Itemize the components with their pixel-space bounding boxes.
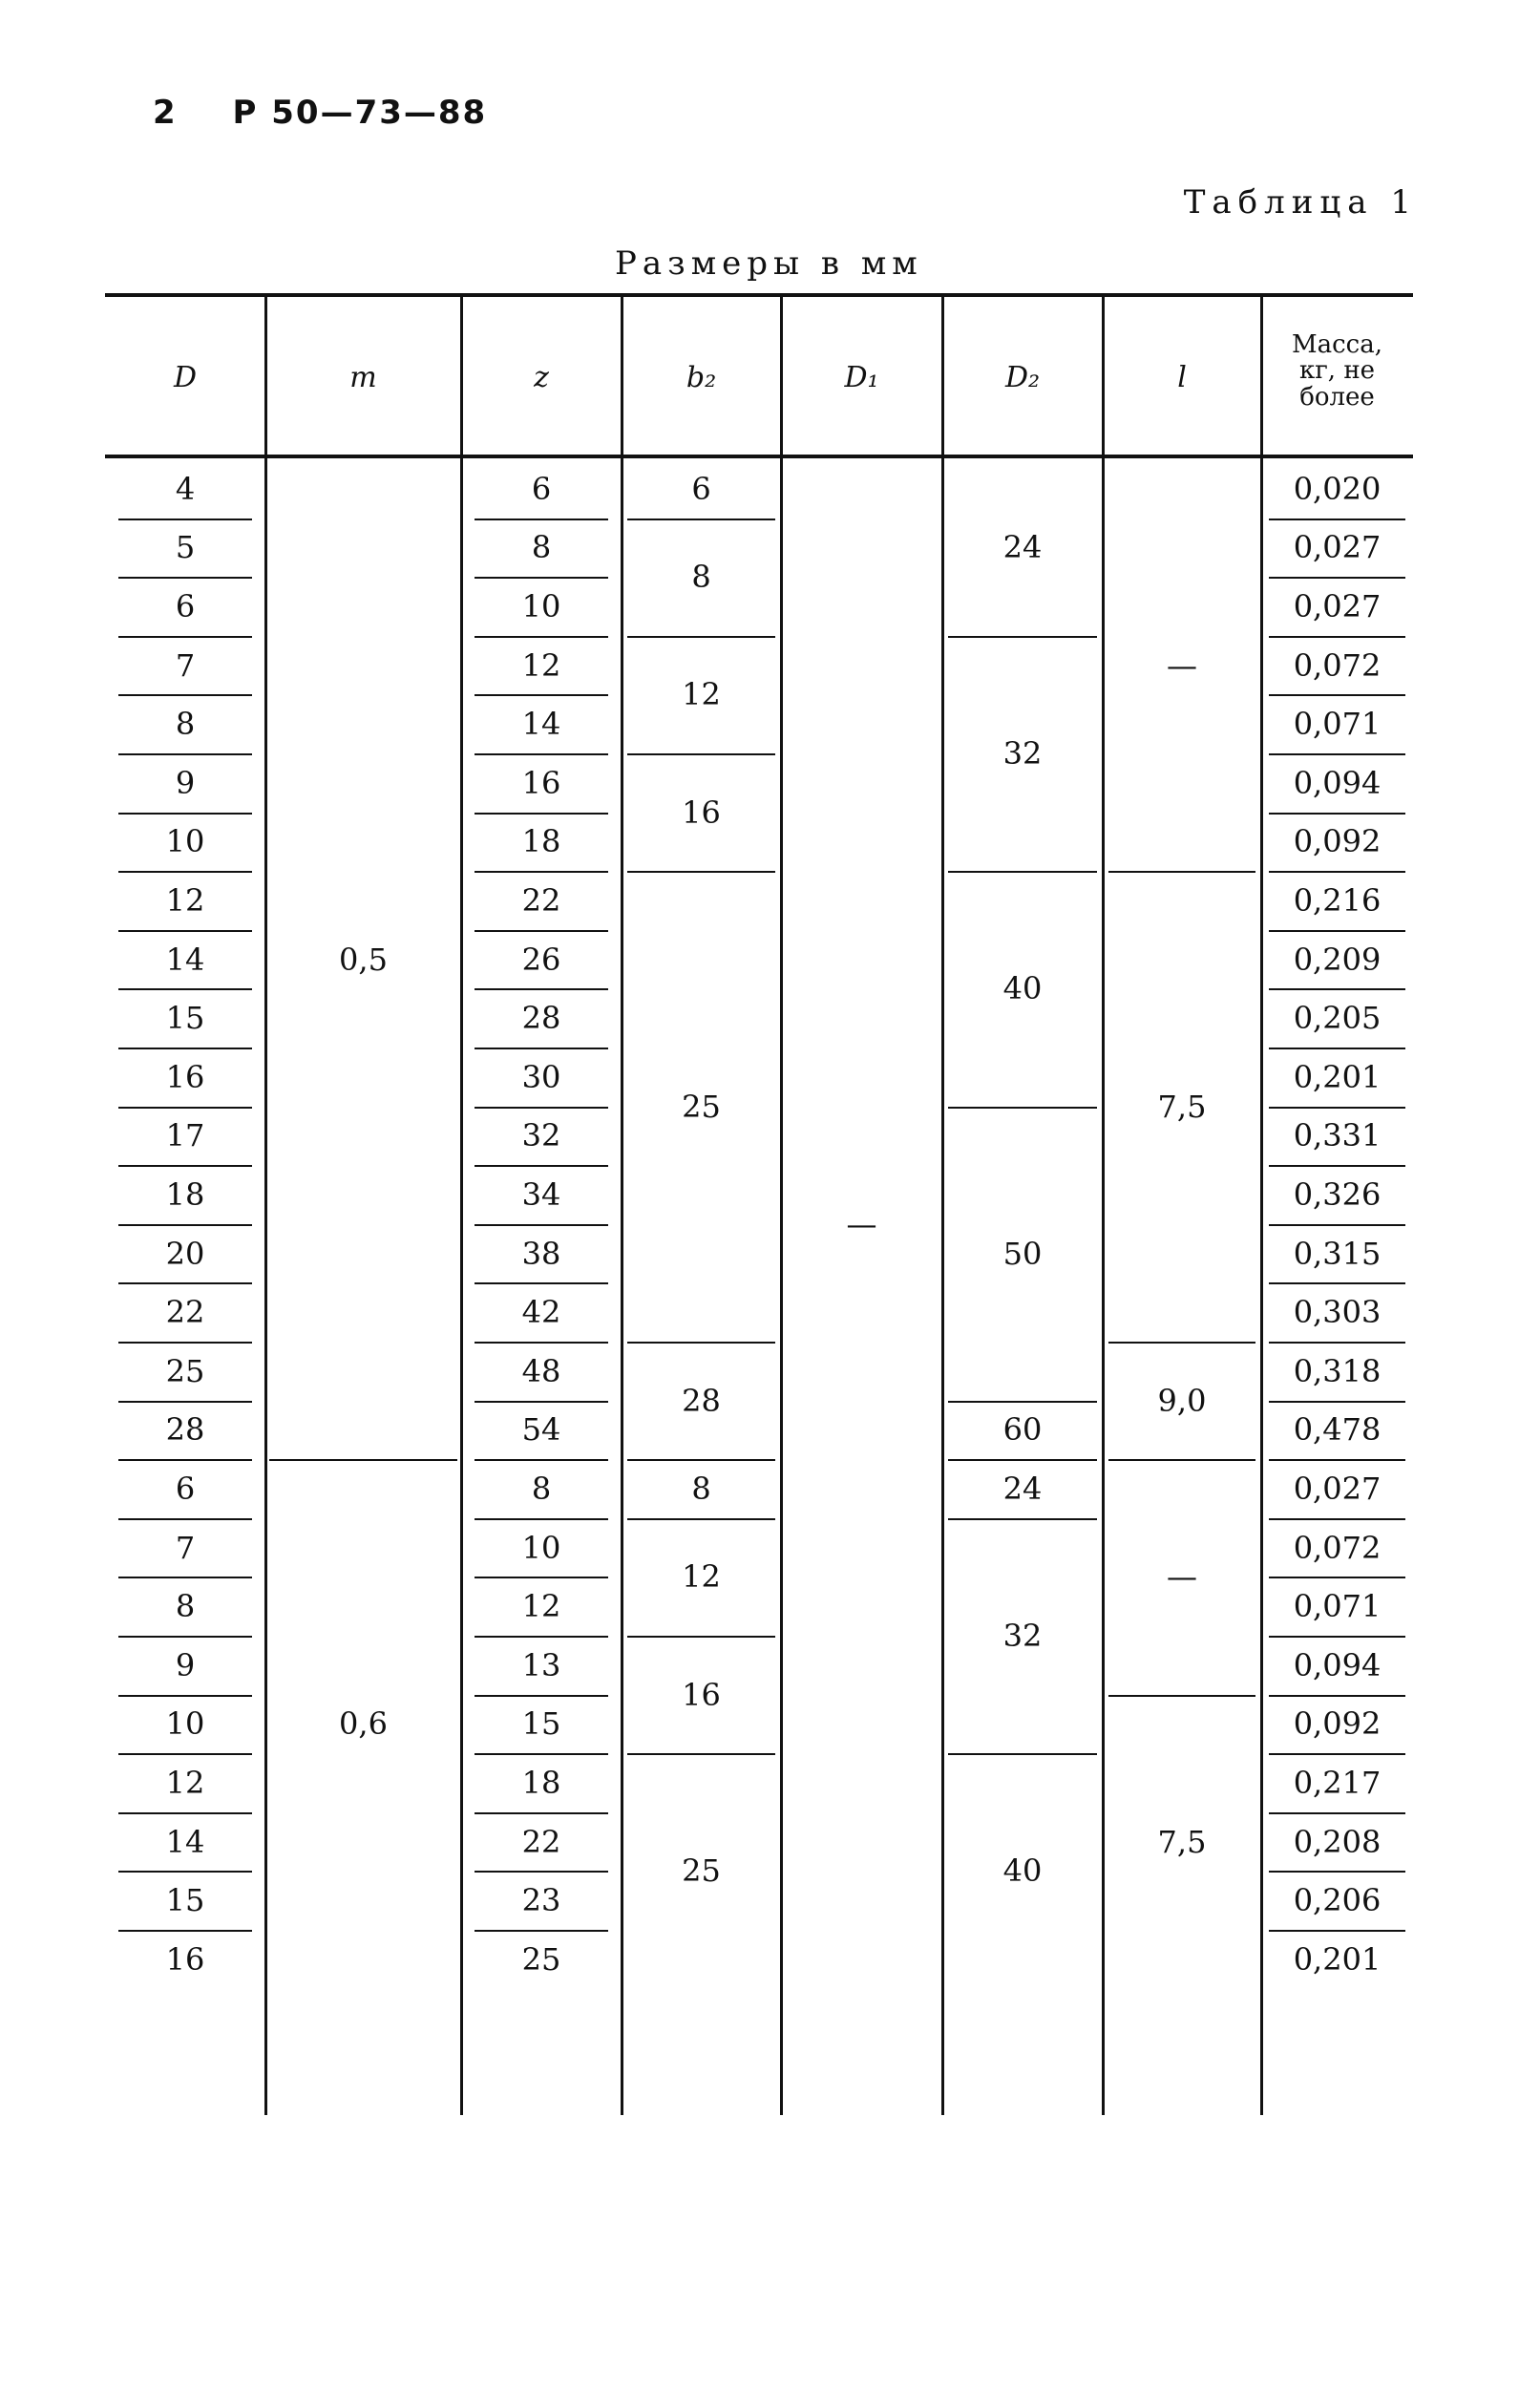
group-rule xyxy=(269,1459,457,1461)
cell-z: 18 xyxy=(521,823,561,860)
row-rule xyxy=(118,577,252,579)
cell-z: 6 xyxy=(531,470,552,507)
group-rule xyxy=(627,1753,775,1755)
row-rule xyxy=(475,1048,608,1049)
row-rule xyxy=(475,577,608,579)
cell-d: 7 xyxy=(175,1529,196,1566)
row-rule xyxy=(118,1165,252,1167)
cell-z: 28 xyxy=(521,1000,561,1037)
row-rule xyxy=(1269,1342,1405,1344)
row-rule xyxy=(1269,519,1405,520)
table-caption: Таблица 1 xyxy=(1183,183,1418,222)
group-rule xyxy=(627,519,775,520)
cell-b2: 8 xyxy=(691,1471,711,1507)
cell-d: 10 xyxy=(165,823,205,860)
cell-mass: 0,094 xyxy=(1293,764,1382,801)
cell-z: 8 xyxy=(531,1471,552,1507)
cell-z: 12 xyxy=(521,1588,561,1625)
group-rule xyxy=(948,1753,1097,1755)
cell-d: 8 xyxy=(175,706,196,743)
column-header: l xyxy=(1177,361,1187,394)
row-rule xyxy=(1269,1165,1405,1167)
row-rule xyxy=(1269,1636,1405,1638)
group-rule xyxy=(948,1518,1097,1520)
column-header: D xyxy=(173,361,198,394)
row-rule xyxy=(118,988,252,990)
cell-z: 26 xyxy=(521,941,561,978)
standard-number: Р 50—73—88 xyxy=(232,94,488,132)
cell-mass: 0,209 xyxy=(1293,941,1382,978)
group-rule xyxy=(948,1401,1097,1403)
cell-m: 0,5 xyxy=(339,941,388,978)
cell-mass: 0,201 xyxy=(1293,1058,1382,1095)
cell-b2: 16 xyxy=(682,794,721,831)
cell-d: 5 xyxy=(175,529,196,566)
cell-l: 7,5 xyxy=(1157,1088,1207,1125)
cell-d2: 60 xyxy=(1002,1411,1043,1449)
cell-d: 10 xyxy=(165,1705,205,1743)
cell-z: 23 xyxy=(521,1882,561,1919)
row-rule xyxy=(118,1812,252,1814)
column-header: D₂ xyxy=(1004,361,1041,394)
row-rule xyxy=(118,1636,252,1638)
group-rule xyxy=(948,1459,1097,1461)
row-rule xyxy=(118,1048,252,1049)
cell-b2: 12 xyxy=(682,1558,721,1596)
cell-z: 13 xyxy=(521,1646,561,1683)
cell-l: — xyxy=(1167,646,1197,684)
row-rule xyxy=(475,753,608,755)
group-rule xyxy=(627,636,775,638)
cell-d2: 40 xyxy=(1002,1852,1043,1890)
row-rule xyxy=(1269,988,1405,990)
row-rule xyxy=(118,1871,252,1873)
column-header: z xyxy=(534,361,549,394)
row-rule xyxy=(1269,813,1405,815)
cell-mass: 0,092 xyxy=(1293,823,1382,860)
row-rule xyxy=(475,1636,608,1638)
cell-d: 28 xyxy=(165,1411,205,1449)
cell-mass: 0,072 xyxy=(1293,1529,1382,1566)
cell-d: 14 xyxy=(165,1823,205,1860)
row-rule xyxy=(475,636,608,638)
row-rule xyxy=(475,1577,608,1578)
group-rule xyxy=(627,753,775,755)
row-rule xyxy=(475,1459,608,1461)
row-rule xyxy=(1269,1048,1405,1049)
table-units: Размеры в мм xyxy=(615,244,923,283)
cell-z: 8 xyxy=(531,529,552,566)
row-rule xyxy=(1269,1930,1405,1932)
cell-mass: 0,027 xyxy=(1293,529,1382,566)
row-rule xyxy=(475,1282,608,1284)
row-rule xyxy=(475,1401,608,1403)
cell-d: 6 xyxy=(175,588,196,624)
cell-d2: 50 xyxy=(1002,1235,1043,1272)
cell-d: 12 xyxy=(165,1765,205,1801)
row-rule xyxy=(475,988,608,990)
cell-z: 10 xyxy=(521,588,561,624)
group-rule xyxy=(1108,1459,1255,1461)
page-number: 2 xyxy=(153,94,178,132)
row-rule xyxy=(475,1518,608,1520)
group-rule xyxy=(1108,871,1255,873)
row-rule xyxy=(1269,871,1405,873)
cell-l: 9,0 xyxy=(1157,1382,1207,1419)
row-rule xyxy=(118,636,252,638)
row-rule xyxy=(1269,1518,1405,1520)
row-rule xyxy=(1269,930,1405,932)
row-rule xyxy=(118,871,252,873)
cell-d: 25 xyxy=(165,1352,205,1389)
cell-z: 12 xyxy=(521,646,561,684)
cell-d: 20 xyxy=(165,1235,205,1272)
cell-z: 54 xyxy=(521,1411,561,1449)
cell-mass: 0,201 xyxy=(1293,1940,1382,1978)
row-rule xyxy=(1269,753,1405,755)
row-rule xyxy=(118,930,252,932)
group-rule xyxy=(948,636,1097,638)
row-rule xyxy=(118,1577,252,1578)
cell-mass: 0,315 xyxy=(1293,1235,1382,1272)
row-rule xyxy=(475,930,608,932)
cell-d: 18 xyxy=(165,1176,205,1213)
row-rule xyxy=(118,1401,252,1403)
cell-mass: 0,072 xyxy=(1293,646,1382,684)
row-rule xyxy=(118,1518,252,1520)
row-rule xyxy=(1269,1224,1405,1226)
cell-d: 12 xyxy=(165,882,205,919)
row-rule xyxy=(118,1930,252,1932)
row-rule xyxy=(1269,1753,1405,1755)
row-rule xyxy=(475,1930,608,1932)
row-rule xyxy=(1269,1871,1405,1873)
column-header: b₂ xyxy=(686,361,717,394)
cell-z: 22 xyxy=(521,1823,561,1860)
cell-mass: 0,027 xyxy=(1293,588,1382,624)
cell-mass: 0,303 xyxy=(1293,1294,1382,1331)
row-rule xyxy=(1269,1401,1405,1403)
cell-z: 32 xyxy=(521,1117,561,1154)
row-rule xyxy=(1269,694,1405,696)
group-rule xyxy=(1108,1695,1255,1697)
cell-d2: 24 xyxy=(1002,1471,1043,1507)
cell-z: 16 xyxy=(521,764,561,801)
row-rule xyxy=(475,1871,608,1873)
cell-d2: 24 xyxy=(1002,529,1043,566)
cell-mass: 0,206 xyxy=(1293,1882,1382,1919)
cell-z: 18 xyxy=(521,1765,561,1801)
cell-mass: 0,326 xyxy=(1293,1176,1382,1213)
cell-d: 15 xyxy=(165,1000,205,1037)
row-rule xyxy=(475,1107,608,1109)
cell-d: 17 xyxy=(165,1117,205,1154)
cell-d: 6 xyxy=(175,1471,196,1507)
row-rule xyxy=(118,1282,252,1284)
row-rule xyxy=(118,1224,252,1226)
cell-d: 4 xyxy=(175,470,196,507)
column-header: m xyxy=(349,361,377,394)
cell-z: 14 xyxy=(521,706,561,743)
row-rule xyxy=(118,753,252,755)
cell-mass: 0,205 xyxy=(1293,1000,1382,1037)
cell-d2: 32 xyxy=(1002,1618,1043,1654)
cell-d2: 32 xyxy=(1002,735,1043,772)
cell-d: 14 xyxy=(165,941,205,978)
cell-mass: 0,217 xyxy=(1293,1765,1382,1801)
row-rule xyxy=(475,1224,608,1226)
cell-d: 22 xyxy=(165,1294,205,1331)
row-rule xyxy=(1269,1107,1405,1109)
group-rule xyxy=(627,1636,775,1638)
cell-d1: — xyxy=(846,1205,877,1242)
row-rule xyxy=(475,1165,608,1167)
row-rule xyxy=(1269,1695,1405,1697)
row-rule xyxy=(1269,1812,1405,1814)
cell-mass: 0,094 xyxy=(1293,1646,1382,1683)
cell-z: 25 xyxy=(521,1940,561,1978)
table-top-rule xyxy=(105,293,1413,297)
cell-z: 48 xyxy=(521,1352,561,1389)
cell-b2: 6 xyxy=(691,470,711,507)
cell-d: 15 xyxy=(165,1882,205,1919)
row-rule xyxy=(118,1342,252,1344)
cell-b2: 8 xyxy=(691,559,711,596)
row-rule xyxy=(118,1459,252,1461)
cell-mass: 0,208 xyxy=(1293,1823,1382,1860)
row-rule xyxy=(1269,1282,1405,1284)
cell-mass: 0,331 xyxy=(1293,1117,1382,1154)
cell-mass: 0,071 xyxy=(1293,1588,1382,1625)
row-rule xyxy=(118,813,252,815)
cell-d: 16 xyxy=(165,1058,205,1095)
group-rule xyxy=(627,871,775,873)
row-rule xyxy=(118,1753,252,1755)
group-rule xyxy=(627,1518,775,1520)
cell-mass: 0,318 xyxy=(1293,1352,1382,1389)
cell-mass: 0,478 xyxy=(1293,1411,1382,1449)
cell-b2: 25 xyxy=(682,1852,721,1890)
cell-z: 15 xyxy=(521,1705,561,1743)
row-rule xyxy=(1269,1577,1405,1578)
cell-l: 7,5 xyxy=(1157,1823,1207,1860)
row-rule xyxy=(118,1695,252,1697)
cell-d: 9 xyxy=(175,764,196,801)
cell-l: — xyxy=(1167,1558,1197,1596)
column-header: Масса, кг, не более xyxy=(1291,330,1382,412)
row-rule xyxy=(118,694,252,696)
row-rule xyxy=(475,1695,608,1697)
row-rule xyxy=(475,1753,608,1755)
cell-z: 30 xyxy=(521,1058,561,1095)
cell-m: 0,6 xyxy=(339,1705,388,1743)
header-bottom-rule xyxy=(105,455,1413,458)
group-rule xyxy=(948,871,1097,873)
group-rule xyxy=(1108,1342,1255,1344)
row-rule xyxy=(118,1107,252,1109)
group-rule xyxy=(627,1459,775,1461)
column-header: D₁ xyxy=(844,361,879,394)
row-rule xyxy=(1269,636,1405,638)
cell-b2: 16 xyxy=(682,1676,721,1713)
row-rule xyxy=(475,694,608,696)
cell-d: 9 xyxy=(175,1646,196,1683)
cell-mass: 0,027 xyxy=(1293,1471,1382,1507)
cell-d: 8 xyxy=(175,1588,196,1625)
cell-d: 16 xyxy=(165,1940,205,1978)
cell-d: 7 xyxy=(175,646,196,684)
cell-z: 42 xyxy=(521,1294,561,1331)
group-rule xyxy=(948,1107,1097,1109)
row-rule xyxy=(475,813,608,815)
cell-z: 38 xyxy=(521,1235,561,1272)
cell-d2: 40 xyxy=(1002,970,1043,1007)
cell-mass: 0,092 xyxy=(1293,1705,1382,1743)
cell-mass: 0,216 xyxy=(1293,882,1382,919)
cell-b2: 28 xyxy=(682,1382,721,1419)
cell-z: 22 xyxy=(521,882,561,919)
row-rule xyxy=(475,519,608,520)
group-rule xyxy=(627,1342,775,1344)
cell-b2: 12 xyxy=(682,676,721,713)
row-rule xyxy=(1269,1459,1405,1461)
page-header xyxy=(153,94,487,132)
row-rule xyxy=(118,519,252,520)
cell-z: 10 xyxy=(521,1529,561,1566)
row-rule xyxy=(1269,577,1405,579)
cell-mass: 0,020 xyxy=(1293,470,1382,507)
row-rule xyxy=(475,1342,608,1344)
cell-mass: 0,071 xyxy=(1293,706,1382,743)
row-rule xyxy=(475,871,608,873)
cell-b2: 25 xyxy=(682,1088,721,1125)
row-rule xyxy=(475,1812,608,1814)
cell-z: 34 xyxy=(521,1176,561,1213)
